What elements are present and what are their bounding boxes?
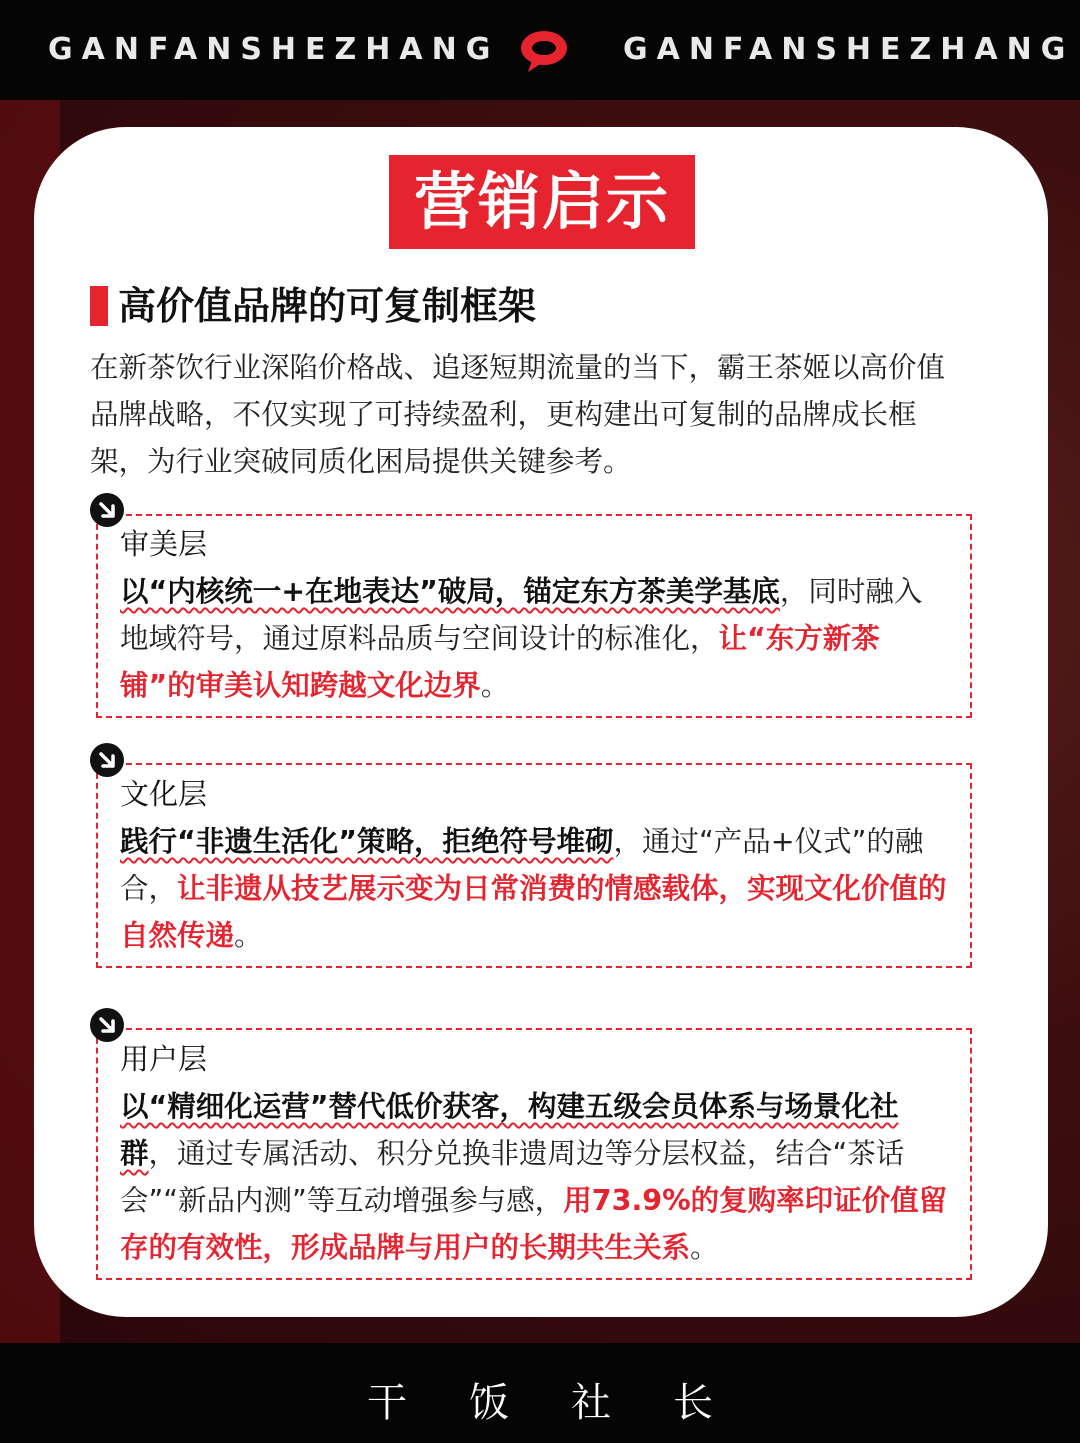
- section-highlight: 用73.9%的复购率印证价值留存的有效性，形成品牌与用户的长期共生关系: [120, 1184, 948, 1264]
- section-title: 用户层: [120, 1042, 208, 1076]
- section-body: ，通过“产品+仪式”的融合，: [120, 825, 924, 905]
- subtitle-marker: [90, 286, 108, 326]
- section-text: [120, 1083, 950, 1271]
- page-title: 营销启示: [413, 165, 670, 238]
- arrow-down-right-icon: [90, 493, 124, 527]
- arrow-down-right-icon: [90, 743, 124, 777]
- banner-text-right: GANFANSHEZHANG: [623, 32, 1075, 67]
- section-end: 。: [480, 669, 510, 702]
- footer-banner: [0, 1343, 1080, 1443]
- section-text: [120, 568, 950, 709]
- section-title: 文化层: [120, 777, 208, 811]
- section-end: 。: [690, 1231, 719, 1264]
- section-body: ，通过专属活动、积分兑换非遗周边等分层权益，结合“茶话会”“新品内测”等互动增强参与感，: [120, 1137, 905, 1217]
- section-text: [120, 818, 950, 959]
- section-body: ，同时融入地域符号，通过原料品质与空间设计的标准化，: [120, 575, 923, 655]
- section-emphasis: 以“精细化运营”替代低价获客，构建五级会员体系与场景化社群: [120, 1090, 899, 1170]
- section-title: 审美层: [120, 527, 208, 561]
- section-emphasis: 以“内核统一+在地表达”破局，锚定东方茶美学基底: [120, 575, 780, 608]
- intro-paragraph: 在新茶饮行业深陷价格战、追逐短期流量的当下，霸王茶姬以高价值品牌战略，不仅实现了可持续盈利，更构建出可复制的品牌成长框架，为行业突破同质化困局提供关键参考。: [90, 351, 946, 478]
- section-end: 。: [234, 919, 263, 952]
- section-highlight: 让“东方新茶铺”的审美认知跨越文化边界: [120, 622, 880, 702]
- banner-text-left: GANFANSHEZHANG: [48, 32, 500, 67]
- footer-brand: 干饭社长: [367, 1380, 775, 1426]
- chat-bubble-icon: [518, 28, 570, 74]
- section-highlight: 让非遗从技艺展示变为日常消费的情感载体，实现文化价值的自然传递: [120, 872, 947, 952]
- subtitle: 高价值品牌的可复制框架: [118, 283, 537, 328]
- top-banner: [0, 0, 1080, 100]
- title-banner: [389, 155, 695, 249]
- arrow-down-right-icon: [90, 1008, 124, 1042]
- section-emphasis: 践行“非遗生活化”策略，拒绝符号堆砌: [120, 825, 614, 858]
